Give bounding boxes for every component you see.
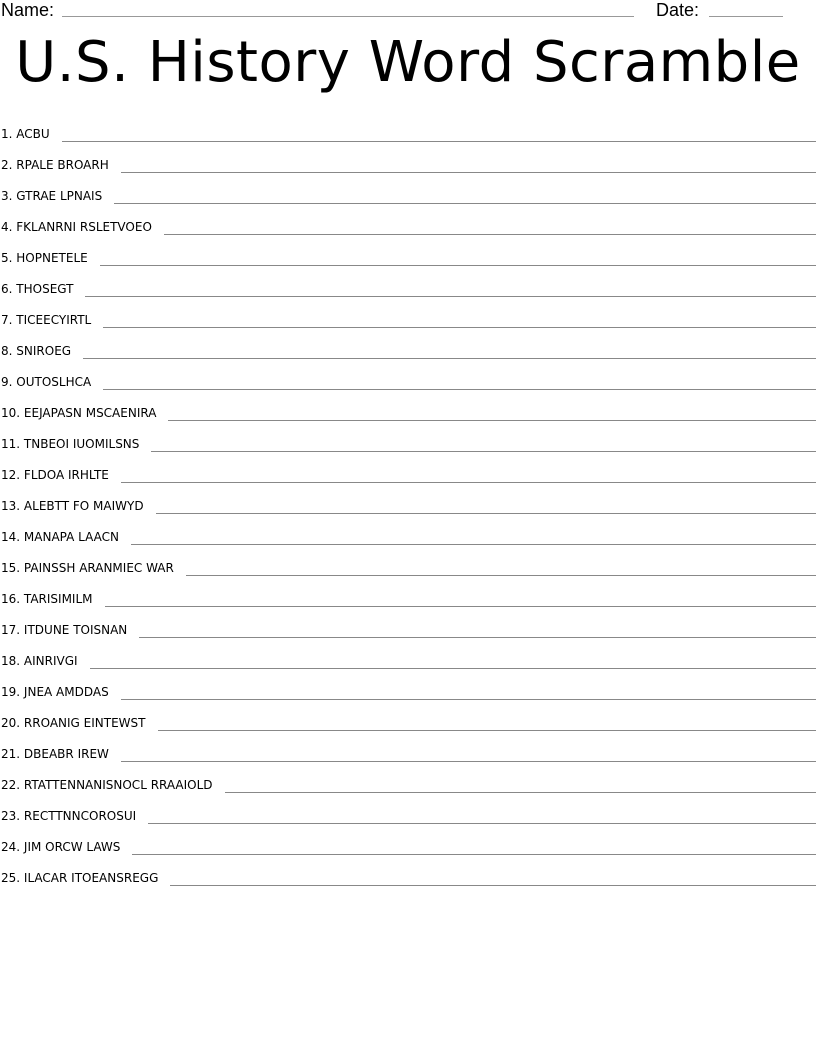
scramble-word [0,622,127,639]
scrambled-letters: ITDUNE TOISNAN [23,623,128,637]
scramble-word [0,467,109,484]
answer-line[interactable] [156,512,816,514]
item-number: 12. [1,468,21,482]
scramble-item [0,484,816,515]
scrambled-letters: MANAPA LAACN [23,530,120,544]
scramble-word [0,343,71,360]
name-label: Name: [1,0,55,20]
scrambled-letters: ACBU [16,127,50,141]
scrambled-letters: OUTOSLHCA [16,375,92,389]
date-label: Date: [656,0,700,20]
answer-line[interactable] [121,698,816,700]
scrambled-letters: RPALE BROARH [16,158,109,172]
scramble-word [0,126,50,143]
answer-line[interactable] [132,853,816,855]
scrambled-letters: AINRIVGI [23,654,78,668]
scramble-word [0,157,109,174]
answer-line[interactable] [148,822,816,824]
scramble-word [0,653,78,670]
scramble-item [0,112,816,143]
scramble-word [0,219,152,236]
scramble-item [0,143,816,174]
answer-line[interactable] [151,450,816,452]
scramble-item [0,670,816,701]
answer-line[interactable] [170,884,816,886]
scrambled-letters: JNEA AMDDAS [23,685,109,699]
item-number: 23. [1,809,21,823]
scramble-word [0,498,144,515]
scrambled-letters: FKLANRNI RSLETVOEO [16,220,152,234]
scramble-item [0,391,816,422]
answer-line[interactable] [85,295,816,297]
scrambled-letters: GTRAE LPNAIS [16,189,103,203]
scramble-item [0,360,816,391]
scramble-word [0,715,146,732]
scramble-word [0,374,91,391]
scramble-list [0,112,816,887]
item-number: 8. [1,344,13,358]
answer-line[interactable] [158,729,816,731]
scramble-item [0,267,816,298]
scramble-item [0,608,816,639]
answer-line[interactable] [121,481,816,483]
scramble-item [0,422,816,453]
item-number: 11. [1,437,21,451]
item-number: 9. [1,375,13,389]
answer-line[interactable] [121,171,816,173]
item-number: 18. [1,654,21,668]
scramble-item [0,453,816,484]
item-number: 24. [1,840,21,854]
scrambled-letters: FLDOA IRHLTE [23,468,109,482]
scrambled-letters: SNIROEG [16,344,72,358]
scrambled-letters: TARISIMILM [23,592,93,606]
scramble-item [0,825,816,856]
scramble-item [0,515,816,546]
scramble-item [0,174,816,205]
answer-line[interactable] [131,543,816,545]
answer-line[interactable] [103,326,816,328]
answer-line[interactable] [168,419,816,421]
scramble-item [0,732,816,763]
scrambled-letters: HOPNETELE [16,251,88,265]
scrambled-letters: TICEECYIRTL [16,313,92,327]
scrambled-letters: DBEABR IREW [23,747,109,761]
item-number: 15. [1,561,21,575]
worksheet-header [0,0,816,22]
item-number: 17. [1,623,21,637]
answer-line[interactable] [139,636,816,638]
scramble-item [0,205,816,236]
answer-line[interactable] [103,388,816,390]
scramble-item [0,794,816,825]
item-number: 6. [1,282,13,296]
scrambled-letters: JIM ORCW LAWS [23,840,121,854]
item-number: 1. [1,127,13,141]
answer-line[interactable] [100,264,816,266]
item-number: 20. [1,716,21,730]
scrambled-letters: THOSEGT [16,282,74,296]
scramble-word [0,405,156,422]
item-number: 10. [1,406,21,420]
answer-line[interactable] [186,574,816,576]
answer-line[interactable] [121,760,816,762]
item-number: 21. [1,747,21,761]
item-number: 2. [1,158,13,172]
scrambled-letters: EEJAPASN MSCAENIRA [23,406,157,420]
scrambled-letters: RTATTENNANISNOCL RRAAIOLD [23,778,213,792]
answer-line[interactable] [114,202,816,204]
scramble-word [0,839,120,856]
scramble-item [0,577,816,608]
scramble-word [0,591,93,608]
answer-line[interactable] [83,357,816,359]
scrambled-letters: ILACAR ITOEANSREGG [23,871,159,885]
answer-line[interactable] [90,667,816,669]
date-field-line[interactable] [709,16,783,17]
worksheet-title: U.S. History Word Scramble [15,30,801,95]
scramble-word [0,529,119,546]
answer-line[interactable] [105,605,816,607]
scrambled-letters: ALEBTT FO MAIWYD [23,499,144,513]
answer-line[interactable] [225,791,816,793]
scrambled-letters: RROANIG EINTEWST [23,716,146,730]
item-number: 7. [1,313,13,327]
scramble-item [0,763,816,794]
scramble-word [0,281,73,298]
answer-line[interactable] [62,140,816,142]
scramble-item [0,639,816,670]
name-field-line[interactable] [62,16,634,17]
item-number: 14. [1,530,21,544]
scramble-word [0,777,213,794]
scramble-item [0,329,816,360]
scramble-item [0,546,816,577]
scramble-word [0,808,136,825]
scramble-item [0,856,816,887]
scrambled-letters: TNBEOI IUOMILSNS [23,437,140,451]
item-number: 16. [1,592,21,606]
scramble-item [0,236,816,267]
scramble-word [0,250,88,267]
item-number: 13. [1,499,21,513]
scramble-word [0,560,174,577]
scramble-word [0,436,139,453]
item-number: 5. [1,251,13,265]
scrambled-letters: PAINSSH ARANMIEC WAR [23,561,174,575]
scramble-word [0,312,91,329]
item-number: 19. [1,685,21,699]
scramble-item [0,701,816,732]
item-number: 22. [1,778,21,792]
scramble-word [0,870,158,887]
item-number: 4. [1,220,13,234]
scramble-word [0,746,109,763]
scrambled-letters: RECTTNNCOROSUI [23,809,137,823]
scramble-word [0,684,109,701]
scramble-item [0,298,816,329]
item-number: 3. [1,189,13,203]
scramble-word [0,188,102,205]
answer-line[interactable] [164,233,816,235]
item-number: 25. [1,871,21,885]
